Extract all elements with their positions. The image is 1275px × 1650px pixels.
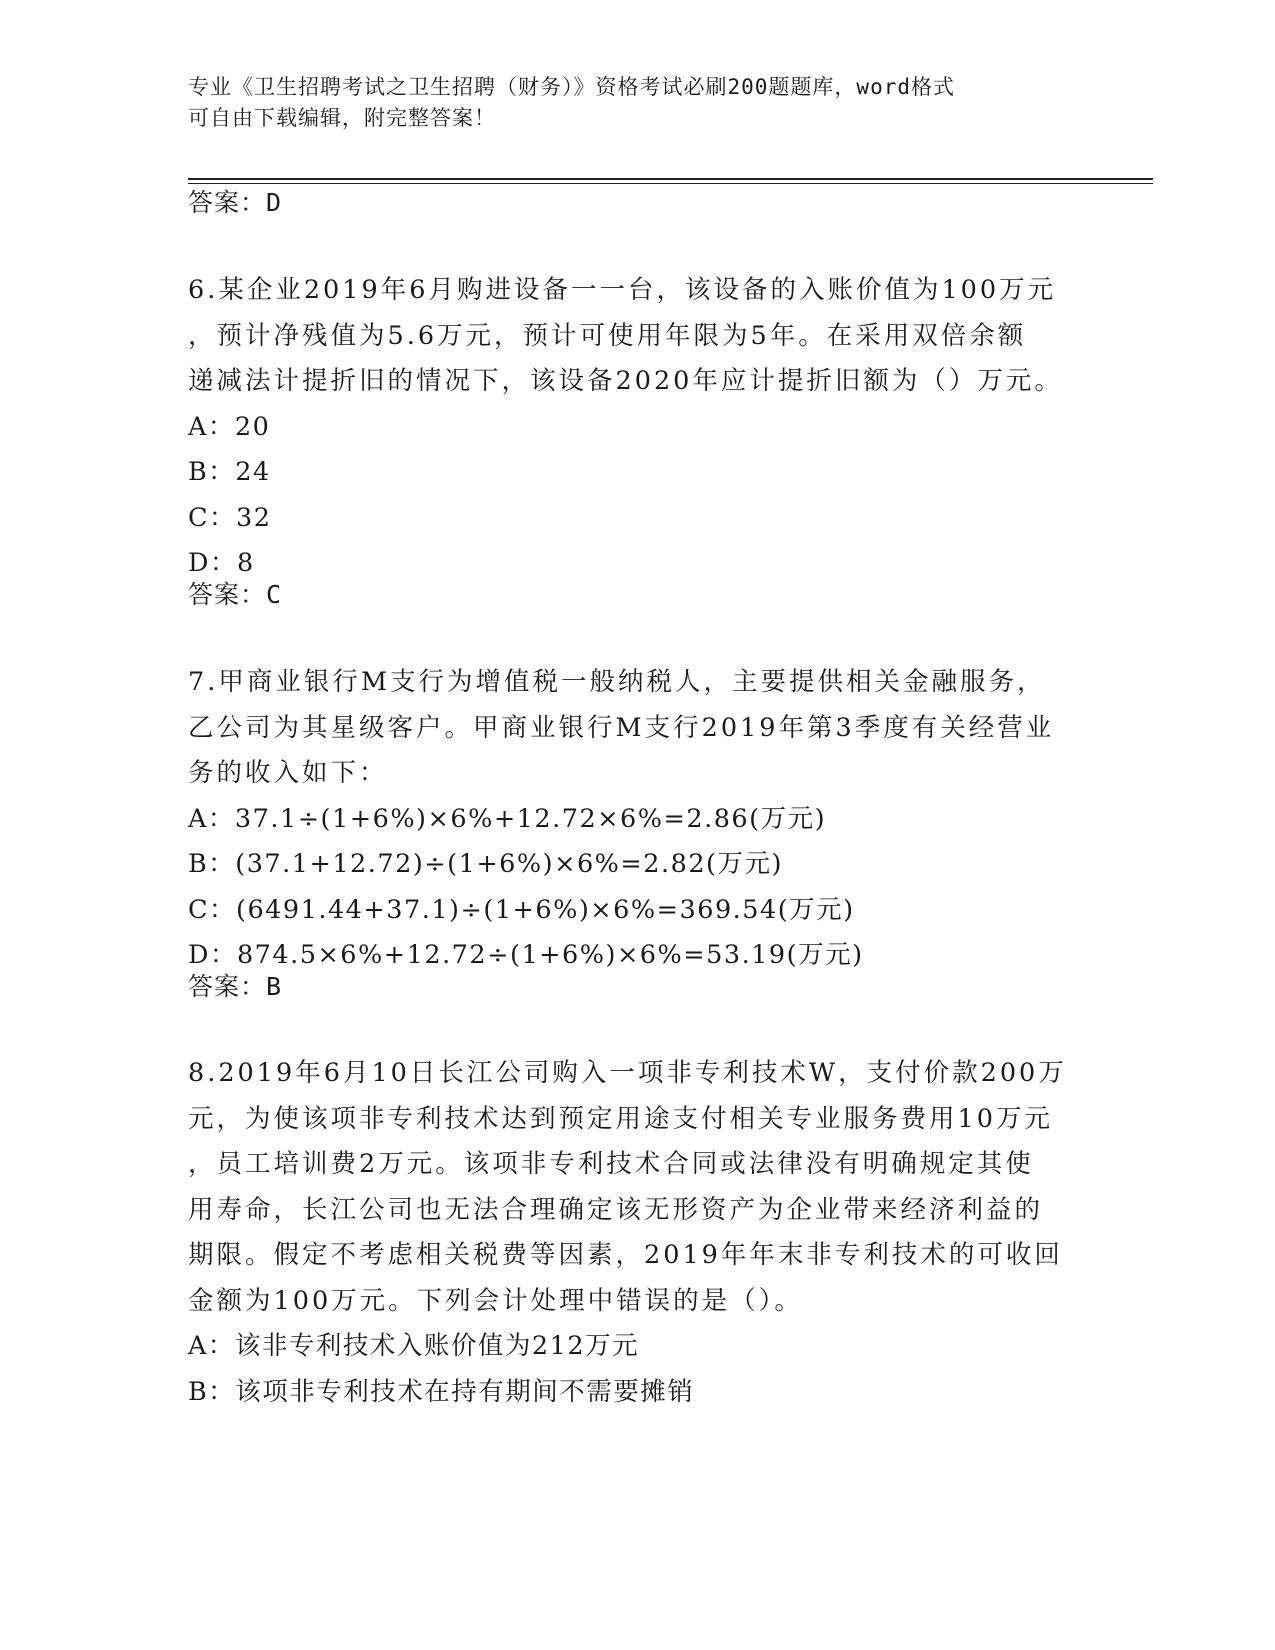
question-block-6 — [188, 268, 1088, 587]
option-a: A：37.1÷(1+6%)×6%+12.72×6%=2.86(万元) — [188, 803, 827, 834]
question-text-line: 用寿命，长江公司也无法合理确定该无形资产为企业带来经济利益的 — [188, 1194, 1044, 1225]
option-d: D：874.5×6%+12.72÷(1+6%)×6%=53.19(万元) — [188, 940, 864, 970]
option-a: A：该非专利技术入账价值为212万元 — [188, 1331, 640, 1361]
question-text-line: 6.某企业2019年6月购进设备一一台，该设备的入账价值为100万元 — [188, 275, 1057, 305]
option-d: D：8 — [188, 548, 255, 578]
question-block-7 — [188, 660, 1088, 979]
option-a: A：20 — [188, 411, 271, 442]
question-text-line: 元，为使该项非专利技术达到预定用途支付相关专业服务费用10万元 — [188, 1103, 1053, 1134]
header-divider — [188, 178, 1153, 180]
answer-line: 答案：C — [188, 580, 283, 609]
answer-line: 答案：B — [188, 972, 283, 1001]
question-text-line: 乙公司为其星级客户。甲商业银行M支行2019年第3季度有关经营业 — [188, 712, 1055, 743]
question-block-8 — [188, 1051, 1088, 1415]
question-text-line: 递减法计提折旧的情况下，该设备2020年应计提折旧额为（）万元。 — [188, 366, 1063, 396]
question-text-line: 7.甲商业银行M支行为增值税一般纳税人，主要提供相关金融服务， — [188, 667, 1046, 697]
header-divider-thin — [188, 183, 1153, 184]
answer-line: 答案：D — [188, 188, 283, 217]
option-b: B：(37.1+12.72)÷(1+6%)×6%=2.82(万元) — [188, 849, 783, 879]
question-text-line: 8.2019年6月10日长江公司购入一项非专利技术W，支付价款200万 — [188, 1058, 1067, 1088]
question-text-line: 金额为100万元。下列会计处理中错误的是（）。 — [188, 1285, 803, 1316]
document-header — [188, 72, 1068, 134]
question-text-line: 务的收入如下： — [188, 758, 388, 788]
question-text-line: 期限。假定不考虑相关税费等因素，2019年年末非专利技术的可收回 — [188, 1240, 1063, 1270]
question-text-line: ，预计净残值为5.6万元，预计可使用年限为5年。在采用双倍余额 — [188, 320, 1027, 351]
question-text-line: ，员工培训费2万元。该项非专利技术合同或法律没有明确规定其使 — [188, 1149, 1034, 1179]
header-line-1: 专业《卫生招聘考试之卫生招聘（财务）》资格考试必刷200题题库，word格式 — [188, 75, 955, 99]
option-c: C：32 — [188, 502, 272, 533]
option-b: B：该项非专利技术在持有期间不需要摊销 — [188, 1376, 695, 1407]
option-c: C：(6491.44+37.1)÷(1+6%)×6%=369.54(万元) — [188, 894, 855, 925]
header-line-2: 可自由下载编辑，附完整答案！ — [188, 106, 496, 130]
option-b: B：24 — [188, 457, 271, 487]
